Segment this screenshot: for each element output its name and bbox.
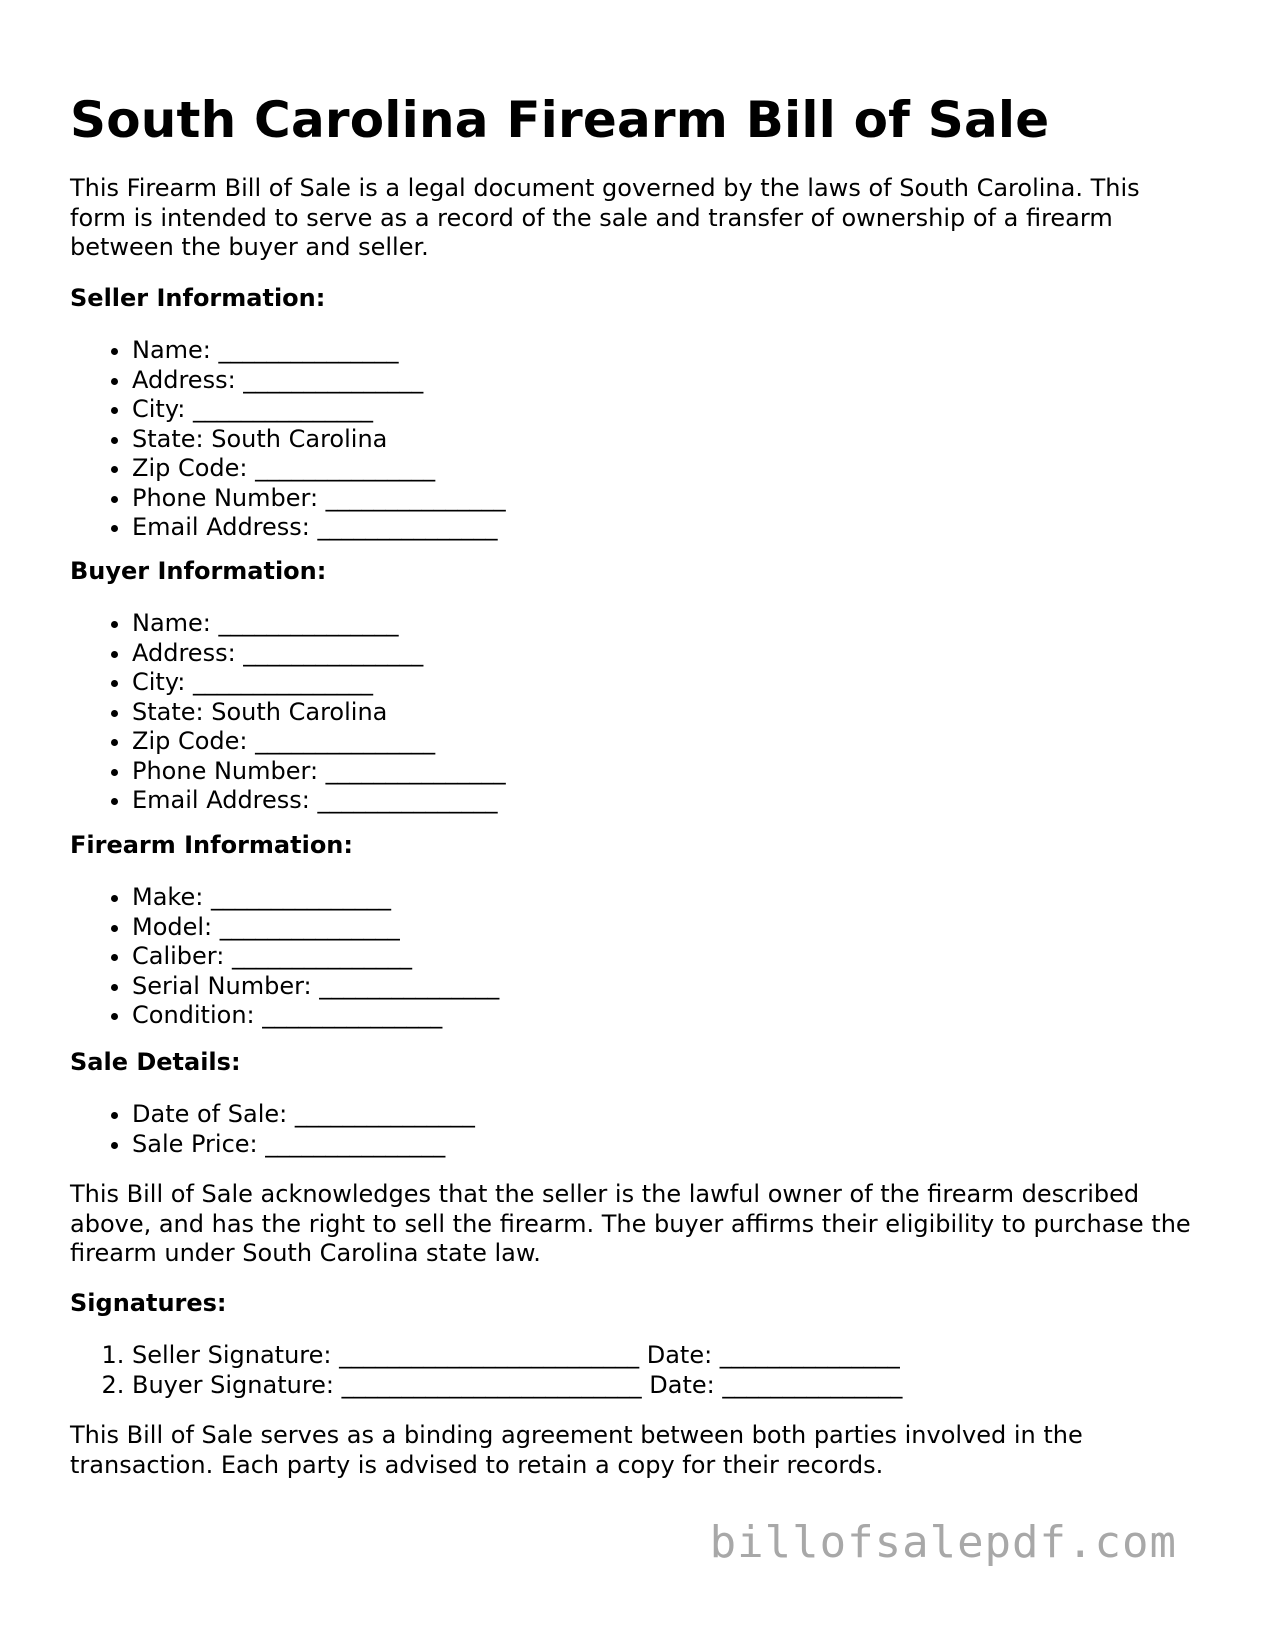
buyer-signature-line: 2. Buyer Signature: _________________________ Date: _______________ xyxy=(132,1371,902,1401)
buyer-heading: Buyer Information: xyxy=(70,557,327,585)
buyer-zip-field: • Zip Code: _______________ xyxy=(132,727,506,757)
seller-zip-field: • Zip Code: _______________ xyxy=(132,454,506,484)
sale-date-field: • Date of Sale: _______________ xyxy=(132,1100,475,1130)
firearm-heading: Firearm Information: xyxy=(70,831,353,859)
seller-heading: Seller Information: xyxy=(70,284,326,312)
firearm-condition-field: • Condition: _______________ xyxy=(132,1001,499,1031)
sale-details-list xyxy=(70,1100,475,1159)
seller-email-field: • Email Address: _______________ xyxy=(132,513,506,543)
firearm-make-field: • Make: _______________ xyxy=(132,883,499,913)
sale-details-heading: Sale Details: xyxy=(70,1048,241,1076)
firearm-info-list xyxy=(70,883,499,1031)
seller-city-field: • City: _______________ xyxy=(132,395,506,425)
buyer-address-field: • Address: _______________ xyxy=(132,639,506,669)
watermark: billofsalepdf.com xyxy=(709,1517,1177,1568)
firearm-model-field: • Model: _______________ xyxy=(132,913,499,943)
buyer-phone-field: • Phone Number: _______________ xyxy=(132,757,506,787)
seller-address-field: • Address: _______________ xyxy=(132,366,506,396)
closing-paragraph: This Bill of Sale serves as a binding agreement between both parties involved in the transaction. Each party is advised to retain a copy for their records. xyxy=(70,1421,1083,1479)
acknowledgement-paragraph: This Bill of Sale acknowledges that the seller is the lawful owner of the firearm described above, and has the right to sell the firearm. The buyer affirms their eligibility to purchase the firearm under South Carolina state law. xyxy=(70,1180,1191,1267)
buyer-email-field: • Email Address: _______________ xyxy=(132,786,506,816)
sale-price-field: • Sale Price: _______________ xyxy=(132,1130,475,1160)
intro-paragraph: This Firearm Bill of Sale is a legal document governed by the laws of South Carolina. This form is intended to serve as a record of the sale and transfer of ownership of a firearm between the buyer and seller. xyxy=(70,174,1140,261)
seller-info-list xyxy=(70,336,506,543)
page-title: South Carolina Firearm Bill of Sale xyxy=(70,91,1050,149)
seller-signature-line: 1. Seller Signature: _________________________ Date: _______________ xyxy=(132,1341,902,1371)
signatures-list xyxy=(70,1341,902,1400)
firearm-serial-field: • Serial Number: _______________ xyxy=(132,972,499,1002)
signatures-heading: Signatures: xyxy=(70,1289,227,1317)
seller-phone-field: • Phone Number: _______________ xyxy=(132,484,506,514)
buyer-name-field: • Name: _______________ xyxy=(132,609,506,639)
seller-name-field: • Name: _______________ xyxy=(132,336,506,366)
buyer-info-list xyxy=(70,609,506,816)
buyer-city-field: • City: _______________ xyxy=(132,668,506,698)
buyer-state-field: • State: South Carolina xyxy=(132,698,506,728)
firearm-caliber-field: • Caliber: _______________ xyxy=(132,942,499,972)
seller-state-field: • State: South Carolina xyxy=(132,425,506,455)
